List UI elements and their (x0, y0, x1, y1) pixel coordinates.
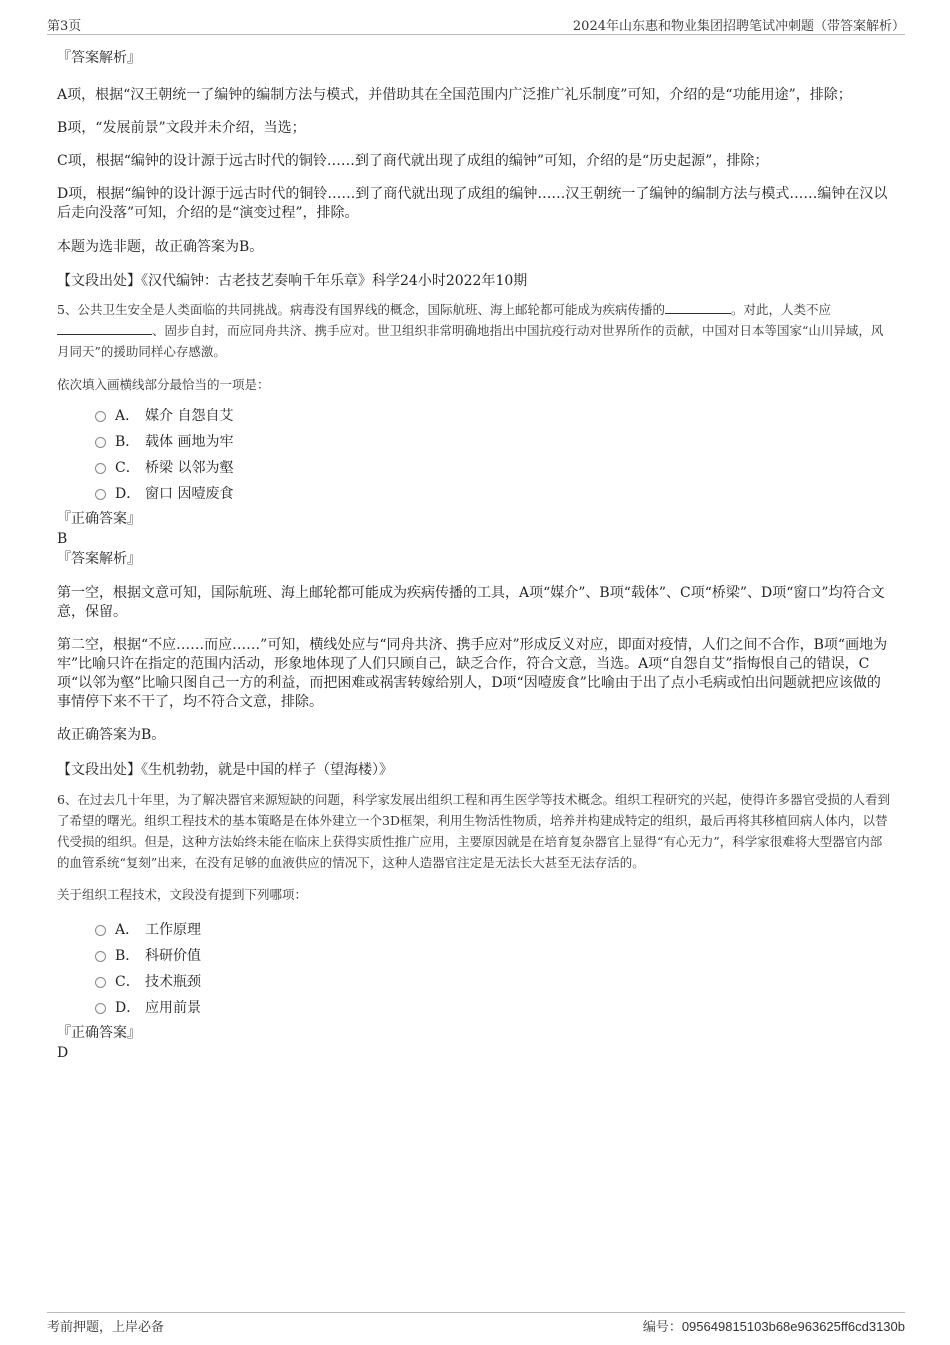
option-letter: A． (115, 408, 140, 424)
option-letter: C． (115, 460, 140, 476)
q5-conclusion: 故正确答案为B。 (57, 727, 166, 743)
option-letter: B． (115, 948, 140, 964)
option-text: 载体 画地为牢 (145, 434, 234, 450)
option-text: 桥梁 以邻为壑 (145, 460, 234, 476)
q6-options (57, 917, 893, 1021)
q5-answer: B (57, 531, 68, 547)
option-text: 窗口 因噎废食 (145, 486, 234, 502)
radio-icon[interactable] (95, 951, 106, 962)
page-footer (47, 1312, 905, 1335)
q5-option-c[interactable] (57, 455, 893, 481)
q5-analysis-heading: 『答案解析』 (57, 551, 141, 567)
q5-answer-heading: 『正确答案』 (57, 511, 141, 527)
footer-code-value: 095649815103b68e963625ff6cd3130b (681, 1319, 905, 1334)
page-content (57, 44, 893, 1063)
option-letter: C． (115, 974, 140, 990)
option-letter: D． (115, 486, 141, 502)
q4-analysis-a: A项，根据“汉王朝统一了编钟的编制方法与模式，并借助其在全国范围内广泛推广礼乐制度”可知，介绍的是“功能用途”，排除； (57, 87, 852, 103)
page-number: 第3页 (47, 19, 82, 34)
q6-option-d[interactable] (57, 995, 893, 1021)
q6-option-a[interactable] (57, 917, 893, 943)
option-letter: A． (115, 922, 140, 938)
option-text: 媒介 自怨自艾 (145, 408, 234, 424)
q6-answer: D (57, 1045, 69, 1061)
radio-icon[interactable] (95, 489, 106, 500)
q5-stem-part3: 、固步自封，而应同舟共济、携手应对。世卫组织非常明确地指出中国抗疫行动对世界所作的贡献，中国对日本等国家“山川异域，风月同天”的援助同样心存感激。 (57, 323, 884, 359)
q5-source: 【文段出处】《生机勃勃，就是中国的样子（望海楼）》 (57, 762, 393, 778)
q6-stem: 6、在过去几十年里，为了解决器官来源短缺的问题，科学家发展出组织工程和再生医学等技术概念。组织工程研究的兴起，使得许多器官受损的人看到了希望的曙光。组织工程技术的基本策略是在体外建立一个3D框架，利用生物活性物质，培养并构建成特定的组织，最后再将其移植回病人体内，以替代受损的组织。但是，这种方法始终未能在临床上获得实质性推广应用，主要原因就是在培育复杂器官上显得“有心无力”，科学家很难将大型器官内部的血管系统“复刻”出来，在没有足够的血液供应的情况下，这种人造器官注定是无法长大甚至无法存活的。 (57, 792, 890, 870)
q5-option-b[interactable] (57, 429, 893, 455)
q5-prompt: 依次填入画横线部分最恰当的一项是： (57, 377, 270, 392)
q5-analysis-1: 第一空，根据文意可知，国际航班、海上邮轮都可能成为疾病传播的工具，A项“媒介”、B项“载体”、C项“桥梁”、D项“窗口”均符合文意，保留。 (57, 585, 885, 620)
option-text: 工作原理 (145, 922, 201, 938)
q5-options (57, 403, 893, 507)
footer-code-label: 编号： (642, 1320, 682, 1335)
q6-option-c[interactable] (57, 969, 893, 995)
q4-analysis-c: C项，根据“编钟的设计源于远古时代的铜铃……到了商代就出现了成组的编钟”可知，介绍的是“历史起源”，排除； (57, 153, 769, 169)
page-header (47, 12, 905, 35)
option-letter: D． (115, 1000, 141, 1016)
q4-analysis-b: B项，“发展前景”文段并未介绍，当选； (57, 120, 306, 136)
q5-analysis-2: 第二空，根据“不应……而应……”可知，横线处应与“同舟共济、携手应对”形成反义对应，即面对疫情，人们之间不合作，B项“画地为牢”比喻只许在指定的范围内活动，形象地体现了人们只顾自己，缺乏合作，符合文意，当选。A项“自怨自艾”指悔恨自己的错误，C项“以邻为壑”比喻只图自己一方的利益，而把困难或祸害转嫁给别人，D项“因噎废食”比喻由于出了点小毛病或怕出问题就把应该做的事情停下来不干了，均不符合文意，排除。 (57, 637, 888, 710)
q6-prompt: 关于组织工程技术，文段没有提到下列哪项： (57, 887, 308, 902)
radio-icon[interactable] (95, 1003, 106, 1014)
q5-stem (57, 299, 893, 362)
q5-blank-2 (57, 320, 152, 335)
radio-icon[interactable] (95, 977, 106, 988)
q5-stem-part1: 5、公共卫生安全是人类面临的共同挑战。病毒没有国界线的概念，国际航班、海上邮轮都可能成为疾病传播的 (57, 302, 665, 317)
radio-icon[interactable] (95, 411, 106, 422)
q4-analysis-heading: 『答案解析』 (57, 50, 141, 66)
q4-analysis-d: D项，根据“编钟的设计源于远古时代的铜铃……到了商代就出现了成组的编钟……汉王朝统一了编钟的编制方法与模式……编钟在汉以后走向没落”可知，介绍的是“演变过程”，排除。 (57, 186, 888, 221)
q6-option-b[interactable] (57, 943, 893, 969)
footer-code (643, 1316, 905, 1335)
q5-option-a[interactable] (57, 403, 893, 429)
document-title: 2024年山东惠和物业集团招聘笔试冲刺题（带答案解析） (572, 19, 905, 34)
radio-icon[interactable] (95, 437, 106, 448)
radio-icon[interactable] (95, 463, 106, 474)
option-letter: B． (115, 434, 140, 450)
q5-stem-part2: 。对此，人类不应 (730, 302, 831, 317)
option-text: 科研价值 (145, 948, 201, 964)
q4-conclusion: 本题为选非题，故正确答案为B。 (57, 239, 264, 255)
option-text: 应用前景 (145, 1000, 201, 1016)
q6-answer-heading: 『正确答案』 (57, 1025, 141, 1041)
q5-blank-1 (665, 299, 731, 314)
q4-source: 【文段出处】《汉代编钟：古老技艺奏响千年乐章》科学24小时2022年10期 (57, 273, 528, 289)
q5-option-d[interactable] (57, 481, 893, 507)
footer-slogan: 考前押题，上岸必备 (47, 1320, 165, 1335)
radio-icon[interactable] (95, 925, 106, 936)
option-text: 技术瓶颈 (145, 974, 201, 990)
